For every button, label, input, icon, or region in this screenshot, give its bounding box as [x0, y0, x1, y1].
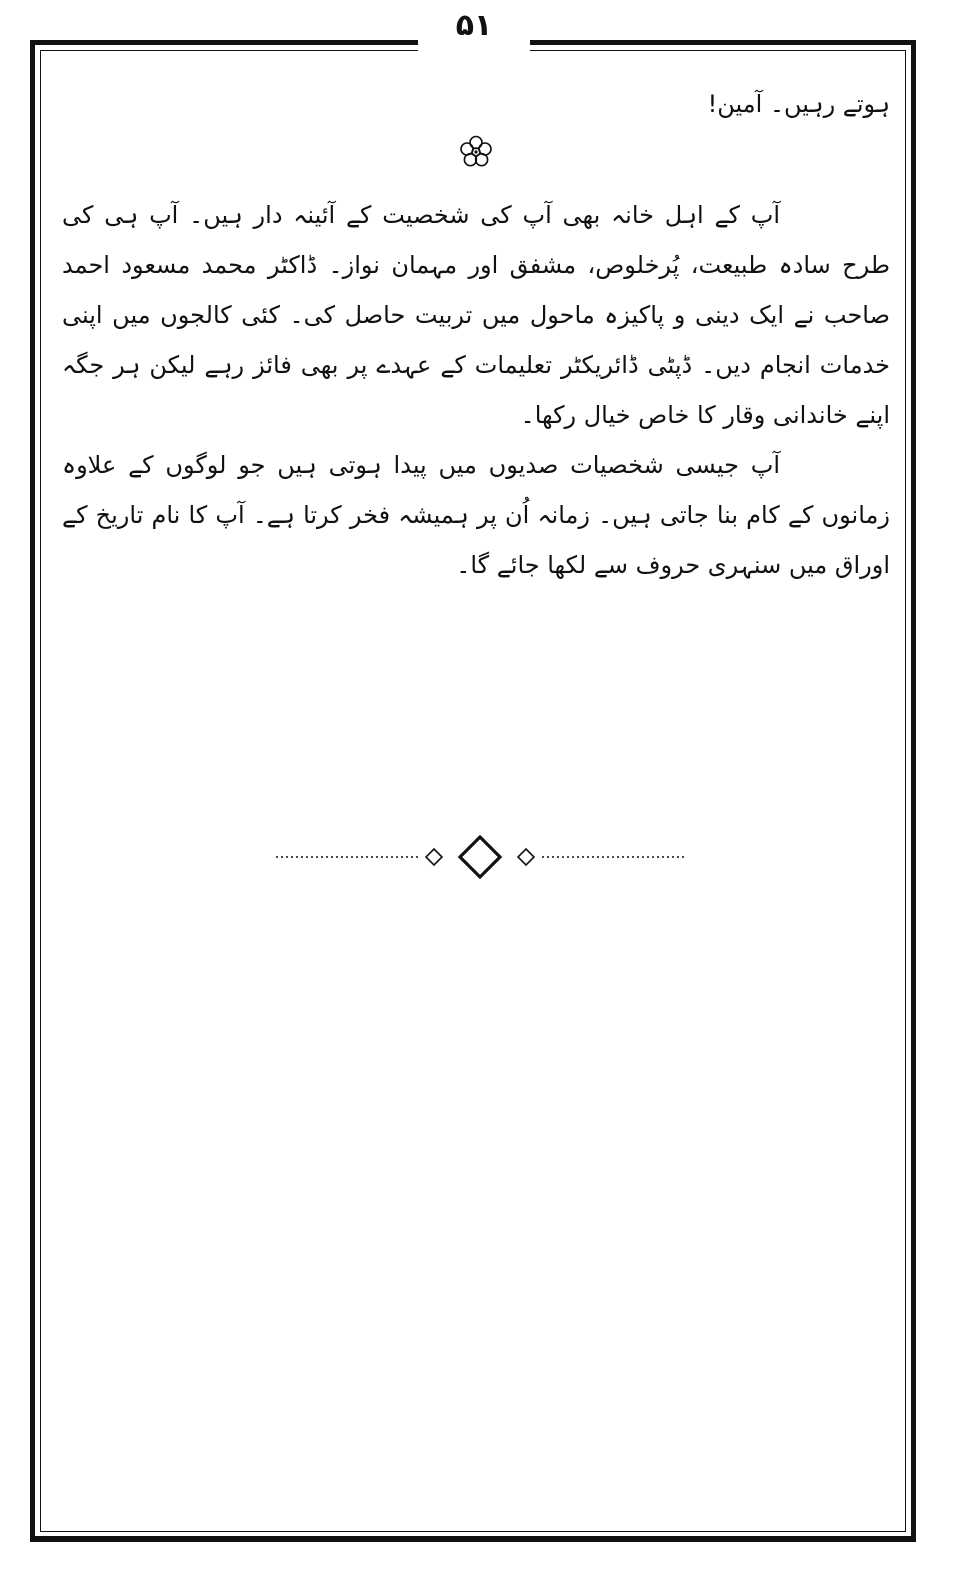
page-body [62, 84, 890, 590]
diamond-divider-icon [270, 832, 690, 882]
ornament [62, 132, 890, 176]
paragraph-2: آپ جیسی شخصیات صدیوں میں پیدا ہوتی ہیں جو لوگوں کے علاوہ زمانوں کے کام بنا جاتی ہیں۔ زمانہ اُن پر ہمیشہ فخر کرتا ہے۔ آپ کا نام تاریخ کے اوراق میں سنہری حروف سے لکھا جائے گا۔ [62, 451, 890, 579]
flower-icon [456, 132, 496, 172]
page-number: ۵۱ [455, 8, 493, 43]
closing-line: ہوتے رہیں۔ آمین! [707, 90, 890, 118]
paragraph-1: آپ کے اہل خانہ بھی آپ کی شخصیت کے آئینہ دار ہیں۔ آپ ہی کی طرح سادہ طبیعت، پُرخلوص، مشفق اور مہمان نواز۔ ڈاکٹر محمد مسعود احمد صاحب نے ایک دینی و پاکیزہ ماحول میں تربیت حاصل کی۔ کئی کالجوں میں اپنی خدمات انجام دیں۔ ڈپٹی ڈائریکٹر تعلیمات کے عہدے پر بھی فائز رہے لیکن ہر جگہ اپنے خاندانی وقار کا خاص خیال رکھا۔ [62, 201, 890, 429]
